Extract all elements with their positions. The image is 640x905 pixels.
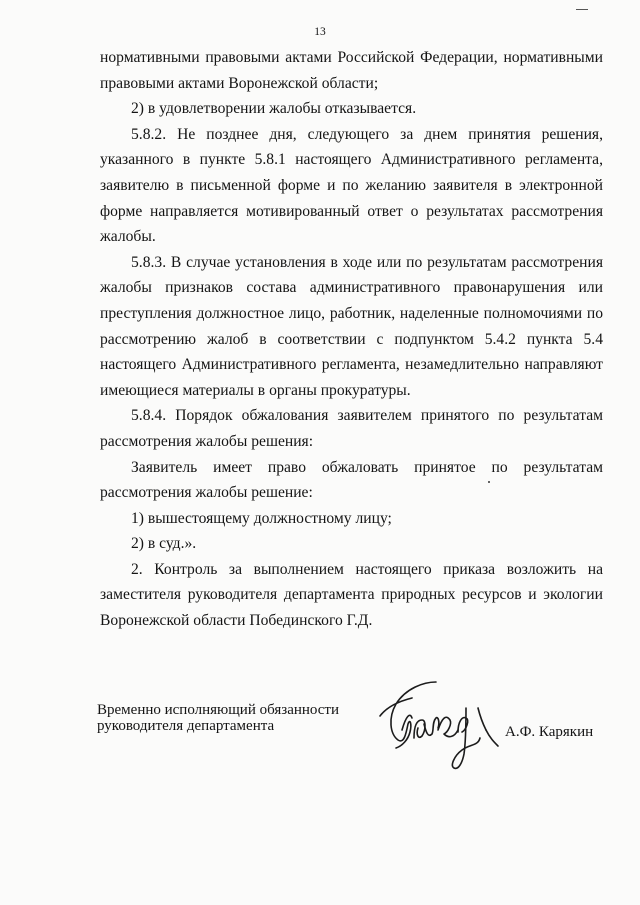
paragraph-5-8-2: 5.8.2. Не позднее дня, следующего за днем принятия решения, указанного в пункте 5.8.1 настоящего Административного регламента, заявителю в письменной форме и по желанию заявителя в электронной форме направляется мотивированный ответ о результатах рассмотрения жалобы. — [100, 125, 603, 246]
page-number: 13 — [314, 26, 326, 38]
corner-mark — [576, 9, 588, 10]
list-item-superior-official: 1) вышестоящему должностному лицу; — [131, 509, 392, 527]
paragraph-5-8-4: 5.8.4. Порядок обжалования заявителем принятого по результатам рассмотрения жалобы решения: — [100, 407, 603, 450]
list-item-court: 2) в суд.». — [131, 535, 197, 553]
signatory-title — [97, 702, 367, 734]
paragraph-refusal: 2) в удовлетворении жалобы отказывается. — [131, 100, 417, 118]
signatory-title-line1: Временно исполняющий обязанности — [97, 702, 340, 718]
handwritten-signature — [366, 668, 506, 778]
paragraph-applicant-right: Заявитель имеет право обжаловать принятое по результатам рассмотрения жалобы решение: — [100, 458, 603, 502]
signatory-name: А.Ф. Карякин — [505, 724, 594, 740]
signatory-title-line2: руководителя департамента — [97, 718, 275, 734]
paragraph-continuation: нормативными правовыми актами Российской Федерации, нормативными правовыми актами Воронежской области; — [100, 49, 603, 92]
scan-dot — [488, 481, 490, 483]
paragraph-5-8-3: 5.8.3. В случае установления в ходе или по результатам рассмотрения жалобы признаков состава административного правонарушения или преступления должностное лицо, работник, наделенные полномочиями по рассмотрению жалоб в соответствии с подпунктом 5.4.2 пункта 5.4 настоящего Административного регламента, незамедлительно направляют имеющиеся материалы в органы прокуратуры. — [100, 253, 603, 399]
paragraph-control: 2. Контроль за выполнением настоящего приказа возложить на заместителя руководителя департамента природных ресурсов и экологии Воронежской области Побединского Г.Д. — [100, 560, 603, 630]
document-body — [100, 45, 603, 634]
